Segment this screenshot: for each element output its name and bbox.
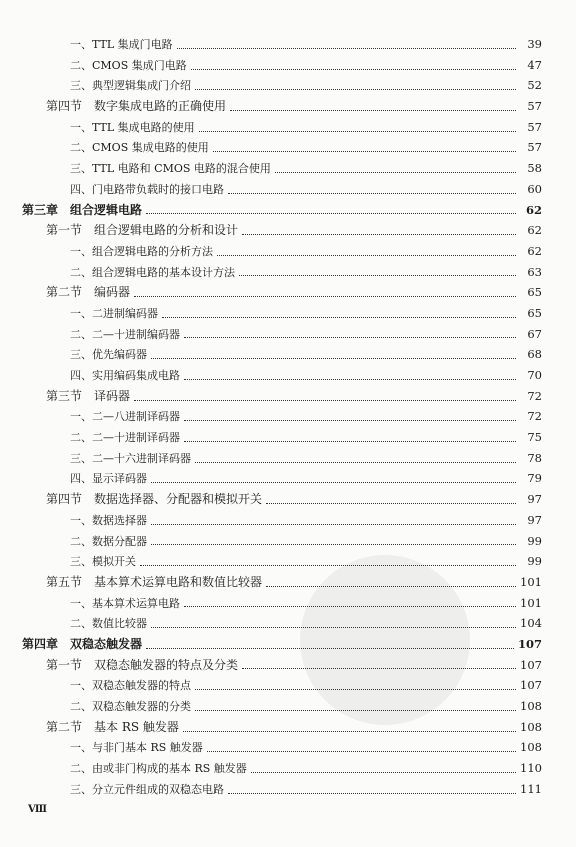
toc-entry-title: 第三节 译码器 — [46, 388, 131, 403]
toc-entry-page: 79 — [527, 471, 542, 486]
toc-entry-page: 99 — [527, 554, 542, 569]
toc-entry-page: 104 — [520, 616, 542, 631]
dot-leader — [146, 213, 516, 214]
toc-chapter-entry[interactable] — [22, 634, 542, 655]
toc-entry-title: 一、二进制编码器 — [70, 306, 158, 320]
toc-entry-page: 72 — [527, 409, 542, 424]
toc-entry-title: 二、数据分配器 — [70, 534, 147, 548]
toc-entry-page: 62 — [527, 243, 542, 258]
dot-leader — [140, 565, 516, 566]
toc-subsection-entry[interactable] — [22, 344, 542, 365]
toc-entry-page: 108 — [520, 699, 542, 713]
dot-leader — [151, 482, 516, 483]
toc-entry-title: 三、模拟开关 — [70, 555, 136, 569]
toc-entry-title: 一、与非门基本 RS 触发器 — [70, 741, 203, 755]
toc-subsection-entry[interactable] — [22, 593, 542, 614]
toc-entry-page: 78 — [527, 450, 542, 465]
toc-subsection-entry[interactable] — [22, 675, 542, 696]
dot-leader — [184, 606, 516, 607]
toc-entry-title: 二、双稳态触发器的分类 — [70, 700, 191, 713]
toc-section-entry[interactable] — [22, 282, 542, 303]
toc-section-entry[interactable] — [22, 220, 542, 241]
toc-entry-page: 68 — [527, 347, 542, 362]
toc-section-entry[interactable] — [22, 572, 542, 593]
toc-entry-page: 110 — [520, 761, 542, 776]
toc-subsection-entry[interactable] — [22, 75, 542, 96]
toc-subsection-entry[interactable] — [22, 179, 542, 200]
dot-leader — [134, 400, 516, 401]
toc-entry-title: 一、TTL 集成门电路 — [70, 38, 173, 51]
toc-entry-page: 107 — [517, 636, 542, 651]
toc-entry-page: 57 — [527, 119, 542, 134]
toc-entry-page: 108 — [520, 719, 542, 734]
dot-leader — [228, 793, 516, 794]
toc-entry-page: 97 — [527, 512, 542, 527]
toc-entry-title: 四、实用编码集成电路 — [70, 369, 180, 382]
toc-entry-page: 62 — [527, 223, 542, 238]
toc-entry-title: 二、二—十进制编码器 — [70, 327, 180, 341]
dot-leader — [242, 668, 516, 669]
toc-entry-page: 39 — [527, 37, 542, 51]
toc-section-entry[interactable] — [22, 96, 542, 117]
toc-subsection-entry[interactable] — [22, 137, 542, 158]
toc-entry-title: 第二节 编码器 — [46, 285, 131, 300]
toc-entry-page: 62 — [525, 202, 542, 217]
dot-leader — [275, 172, 516, 173]
toc-entry-title: 第一节 双稳态触发器的特点及分类 — [46, 657, 239, 672]
dot-leader — [184, 441, 516, 442]
dot-leader — [266, 586, 516, 587]
toc-entry-title: 一、二—八进制译码器 — [70, 410, 180, 424]
toc-entry-page: 97 — [527, 492, 542, 507]
toc-entry-title: 一、数据选择器 — [70, 513, 147, 527]
dot-leader — [213, 151, 516, 152]
dot-leader — [184, 337, 516, 338]
toc-entry-title: 第四节 数据选择器、分配器和模拟开关 — [46, 492, 263, 507]
toc-entry-title: 第二节 基本 RS 触发器 — [46, 719, 179, 734]
dot-leader — [195, 462, 516, 463]
toc-entry-title: 四、门电路带负载时的接口电路 — [70, 182, 224, 196]
toc-subsection-entry[interactable] — [22, 531, 542, 552]
toc-entry-page: 58 — [527, 161, 542, 176]
toc-entry-page: 108 — [520, 740, 542, 755]
dot-leader — [183, 731, 516, 732]
dot-leader — [184, 420, 516, 421]
toc-subsection-entry[interactable] — [22, 324, 542, 345]
dot-leader — [230, 110, 516, 111]
toc-entry-page: 65 — [527, 285, 542, 300]
toc-entry-title: 三、典型逻辑集成门介绍 — [70, 79, 191, 93]
toc-entry-page: 63 — [527, 264, 542, 279]
toc-entry-title: 三、TTL 电路和 CMOS 电路的混合使用 — [70, 162, 271, 176]
toc-entry-page: 47 — [527, 57, 542, 72]
toc-subsection-entry[interactable] — [22, 510, 542, 531]
toc-entry-title: 二、数值比较器 — [70, 617, 147, 631]
toc-entry-page: 52 — [527, 78, 542, 93]
page-number: Ⅷ — [28, 804, 47, 815]
dot-leader — [266, 503, 516, 504]
toc-subsection-entry[interactable] — [22, 468, 542, 489]
table-of-contents — [22, 34, 542, 799]
toc-section-entry[interactable] — [22, 489, 542, 510]
toc-subsection-entry[interactable] — [22, 427, 542, 448]
dot-leader — [228, 193, 516, 194]
toc-entry-title: 二、CMOS 集成门电路 — [70, 58, 187, 72]
toc-entry-page: 67 — [527, 326, 542, 341]
dot-leader — [251, 772, 516, 773]
toc-entry-title: 一、组合逻辑电路的分析方法 — [70, 244, 213, 258]
dot-leader — [195, 89, 516, 90]
toc-subsection-entry[interactable] — [22, 758, 542, 779]
toc-entry-title: 三、二—十六进制译码器 — [70, 451, 191, 465]
toc-entry-page: 107 — [520, 678, 542, 693]
toc-subsection-entry[interactable] — [22, 696, 542, 717]
toc-subsection-entry[interactable] — [22, 448, 542, 469]
toc-entry-title: 二、组合逻辑电路的基本设计方法 — [70, 265, 235, 279]
dot-leader — [191, 69, 516, 70]
dot-leader — [207, 751, 516, 752]
toc-subsection-entry[interactable] — [22, 158, 542, 179]
toc-entry-title: 一、基本算术运算电路 — [70, 596, 180, 610]
dot-leader — [177, 48, 516, 49]
toc-subsection-entry[interactable] — [22, 303, 542, 324]
dot-leader — [195, 689, 516, 690]
toc-subsection-entry[interactable] — [22, 406, 542, 427]
toc-subsection-entry[interactable] — [22, 365, 542, 386]
toc-entry-title: 三、优先编码器 — [70, 348, 147, 362]
toc-subsection-entry[interactable] — [22, 241, 542, 262]
dot-leader — [239, 275, 516, 276]
toc-entry-title: 三、分立元件组成的双稳态电路 — [70, 782, 224, 796]
toc-section-entry[interactable] — [22, 655, 542, 676]
dot-leader — [242, 234, 516, 235]
toc-subsection-entry[interactable] — [22, 262, 542, 283]
toc-entry-title: 第四节 数字集成电路的正确使用 — [46, 99, 227, 114]
toc-entry-page: 70 — [527, 368, 542, 382]
toc-entry-page: 65 — [527, 305, 542, 320]
toc-entry-page: 75 — [527, 430, 542, 445]
dot-leader — [162, 317, 516, 318]
toc-entry-page: 57 — [527, 140, 542, 155]
toc-subsection-entry[interactable] — [22, 117, 542, 138]
dot-leader — [151, 627, 516, 628]
toc-entry-page: 101 — [520, 574, 542, 589]
toc-entry-title: 二、CMOS 集成电路的使用 — [70, 141, 209, 155]
toc-subsection-entry[interactable] — [22, 34, 542, 55]
toc-entry-title: 第五节 基本算术运算电路和数值比较器 — [46, 574, 263, 589]
toc-subsection-entry[interactable] — [22, 613, 542, 634]
toc-entry-title: 四、显示译码器 — [70, 472, 147, 486]
toc-section-entry[interactable] — [22, 386, 542, 407]
toc-entry-title: 一、双稳态触发器的特点 — [70, 679, 191, 693]
dot-leader — [134, 296, 516, 297]
toc-subsection-entry[interactable] — [22, 551, 542, 572]
toc-entry-title: 第一节 组合逻辑电路的分析和设计 — [46, 223, 239, 238]
toc-subsection-entry[interactable] — [22, 737, 542, 758]
dot-leader — [184, 379, 516, 380]
toc-entry-title: 二、由或非门构成的基本 RS 触发器 — [70, 762, 247, 776]
toc-entry-page: 72 — [527, 388, 542, 403]
toc-entry-title: 第三章 组合逻辑电路 — [22, 202, 143, 217]
dot-leader — [151, 524, 516, 525]
toc-entry-title: 一、TTL 集成电路的使用 — [70, 120, 195, 134]
dot-leader — [146, 648, 514, 649]
toc-subsection-entry[interactable] — [22, 779, 542, 800]
dot-leader — [217, 255, 516, 256]
dot-leader — [151, 358, 516, 359]
dot-leader — [199, 131, 516, 132]
toc-entry-page: 99 — [527, 533, 542, 548]
toc-entry-page: 101 — [520, 595, 542, 610]
toc-entry-title: 二、二—十进制译码器 — [70, 431, 180, 445]
toc-chapter-entry[interactable] — [22, 200, 542, 221]
toc-entry-page: 60 — [527, 181, 542, 196]
toc-entry-title: 第四章 双稳态触发器 — [22, 636, 143, 651]
dot-leader — [151, 544, 516, 545]
toc-entry-page: 107 — [520, 657, 542, 672]
toc-subsection-entry[interactable] — [22, 55, 542, 76]
dot-leader — [195, 710, 516, 711]
toc-entry-page: 111 — [520, 781, 542, 796]
toc-entry-page: 57 — [527, 99, 542, 114]
toc-section-entry[interactable] — [22, 717, 542, 738]
